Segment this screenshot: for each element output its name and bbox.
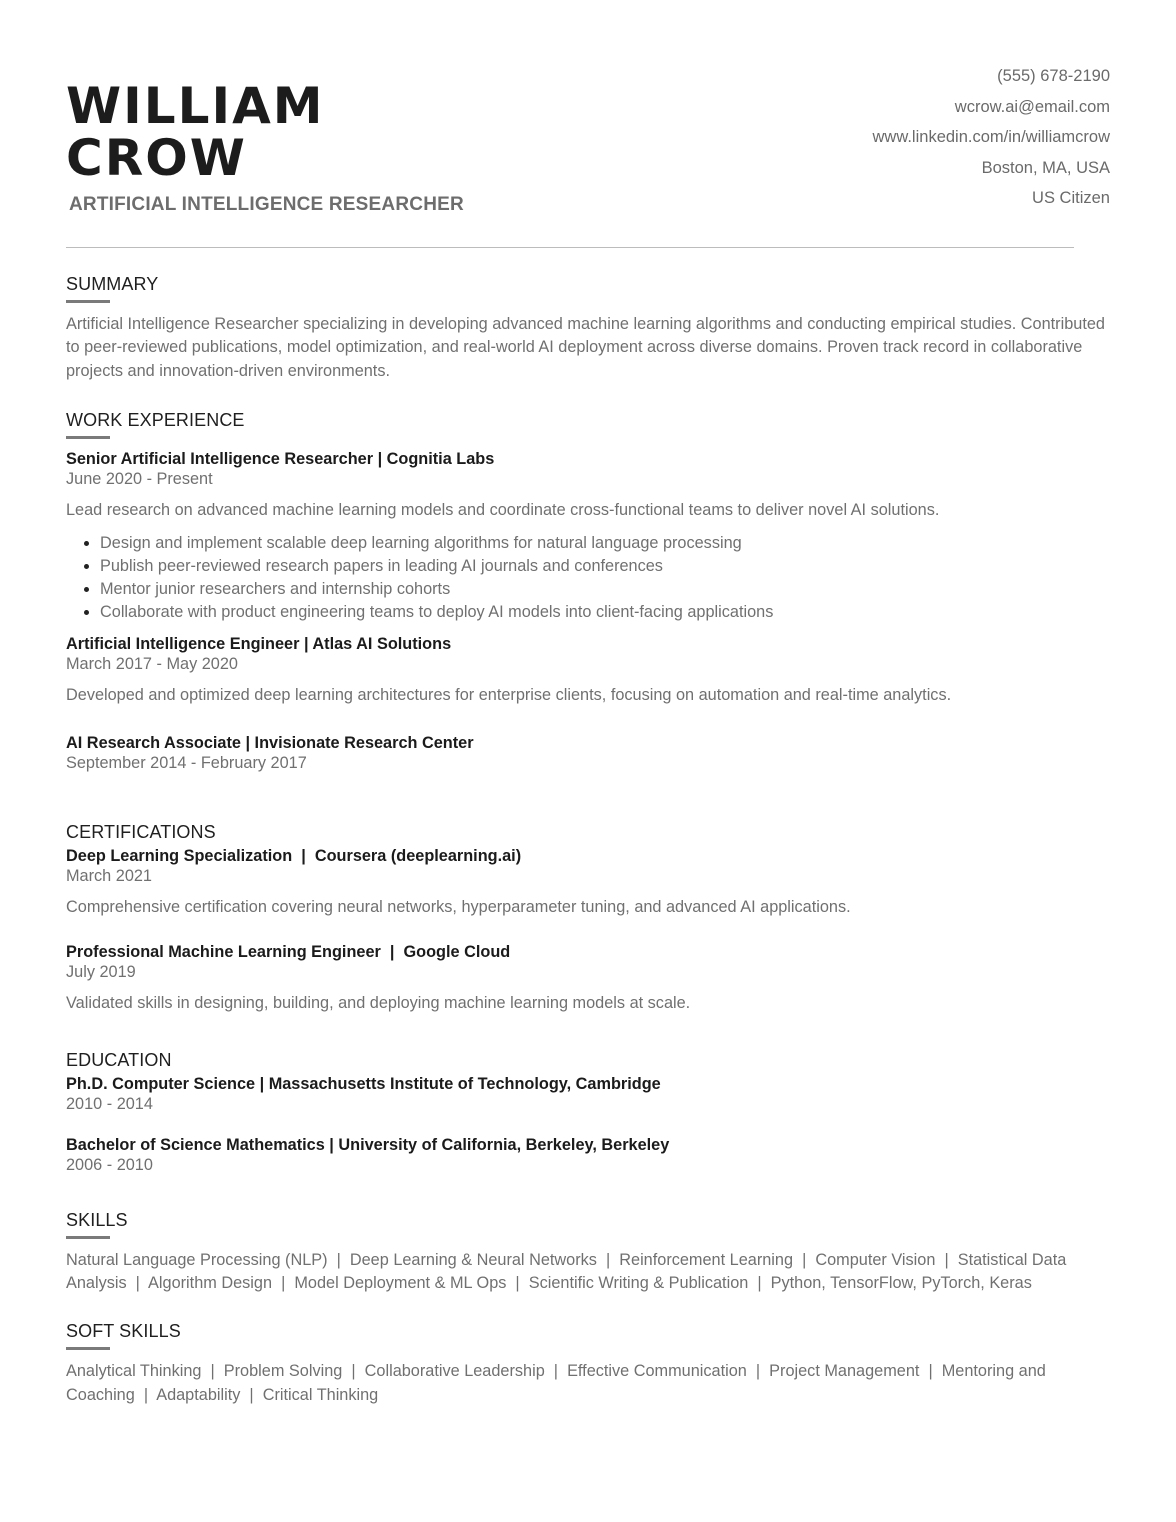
- job-bullet: • Design and implement scalable deep learning algorithms for natural language processing: [100, 532, 1106, 555]
- certifications-heading: CERTIFICATIONS: [66, 821, 216, 842]
- summary-heading: SUMMARY: [66, 274, 159, 294]
- contact-email: wcrow.ai@email.com: [954, 97, 1110, 116]
- soft-skills-underline: [66, 1347, 110, 1350]
- header-divider: [66, 247, 1074, 248]
- cert-description: Validated skills in designing, building, and deploying machine learning models at scale.: [66, 993, 691, 1012]
- contact-block: [873, 64, 1110, 217]
- name-last: CROW: [66, 129, 247, 187]
- education-heading: EDUCATION: [66, 1049, 172, 1070]
- cert-date: July 2019: [66, 962, 136, 981]
- job-title: AI Research Associate | Invisionate Research Center: [66, 733, 474, 752]
- cert-entry: [66, 942, 1106, 1014]
- degree-title: Ph.D. Computer Science | Massachusetts Institute of Technology, Cambridge: [66, 1074, 661, 1093]
- summary-underline: [66, 300, 110, 303]
- job-dates: March 2017 - May 2020: [66, 654, 238, 673]
- education-entry: [66, 1135, 1106, 1175]
- work-heading: WORK EXPERIENCE: [66, 409, 245, 430]
- job-title: Artificial Intelligence Engineer | Atlas AI Solutions: [66, 634, 452, 653]
- education-section: [66, 1048, 1106, 1175]
- name-first: WILLIAM: [66, 77, 325, 135]
- cert-date: March 2021: [66, 866, 152, 885]
- job-bullet: • Mentor junior researchers and internship cohorts: [100, 578, 1106, 601]
- degree-dates: 2010 - 2014: [66, 1094, 153, 1113]
- certifications-section: [66, 820, 1106, 1014]
- degree-dates: 2006 - 2010: [66, 1155, 153, 1174]
- job-dates: June 2020 - Present: [66, 469, 213, 488]
- resume-body: [66, 272, 1106, 1407]
- job-dates: September 2014 - February 2017: [66, 753, 307, 772]
- skills-heading: SKILLS: [66, 1209, 128, 1230]
- soft-skills-text: Analytical Thinking | Problem Solving | Collaborative Leadership | Effective Communication | Project Management | Mentoring and Coaching | Adaptability | Critical Thinking: [66, 1362, 1051, 1404]
- job-headline: ARTIFICIAL INTELLIGENCE RESEARCHER: [69, 194, 464, 215]
- candidate-name: [66, 77, 325, 187]
- soft-skills-heading: SOFT SKILLS: [66, 1321, 181, 1342]
- job-entry: [66, 733, 1106, 773]
- job-description: Lead research on advanced machine learning models and coordinate cross-functional teams to deliver novel AI solutions.: [66, 500, 940, 519]
- skills-underline: [66, 1236, 110, 1239]
- soft-skills-section: [66, 1319, 1106, 1407]
- summary-section: [66, 272, 1106, 383]
- job-entry: [66, 449, 1106, 624]
- cert-description: Comprehensive certification covering neural networks, hyperparameter tuning, and advanced AI applications.: [66, 897, 851, 916]
- job-description: Developed and optimized deep learning architectures for enterprise clients, focusing on automation and real-time analytics.: [66, 685, 952, 704]
- work-underline: [66, 436, 110, 439]
- contact-location: Boston, MA, USA: [981, 158, 1110, 177]
- education-entry: [66, 1074, 1106, 1114]
- job-bullet: • Collaborate with product engineering teams to deploy AI models into client-facing applications: [100, 601, 1106, 624]
- cert-entry: [66, 846, 1106, 918]
- skills-section: [66, 1208, 1106, 1296]
- degree-title: Bachelor of Science Mathematics | University of California, Berkeley, Berkeley: [66, 1135, 670, 1154]
- cert-title: Professional Machine Learning Engineer | Google Cloud: [66, 942, 511, 961]
- contact-phone: (555) 678-2190: [997, 67, 1110, 85]
- summary-text: Artificial Intelligence Researcher specializing in developing advanced machine learning algorithms and conducting empirical studies. Contributed to peer-reviewed publications, model optimization, and real-world AI deployment across diverse domains. Proven track record in collaborative projects and innovation-driven environments.: [66, 315, 1105, 380]
- work-section: [66, 408, 1106, 773]
- contact-citizenship: US Citizen: [1032, 189, 1110, 208]
- job-entry: [66, 634, 1106, 706]
- contact-linkedin: www.linkedin.com/in/williamcrow: [872, 128, 1110, 147]
- skills-text: Natural Language Processing (NLP) | Deep Learning & Neural Networks | Reinforcement Learning | Computer Vision | Statistical Data Analysis | Algorithm Design | Model Deployment & ML Ops | Scientific Writing & Publication | Python, TensorFlow, PyTorch, Keras: [66, 1250, 1070, 1293]
- job-bullet: • Publish peer-reviewed research papers in leading AI journals and conferences: [100, 555, 1106, 578]
- cert-title: Deep Learning Specialization | Coursera (deeplearning.ai): [66, 846, 522, 865]
- job-title: Senior Artificial Intelligence Researcher | Cognitia Labs: [66, 449, 495, 468]
- job-bullets: [66, 532, 1106, 624]
